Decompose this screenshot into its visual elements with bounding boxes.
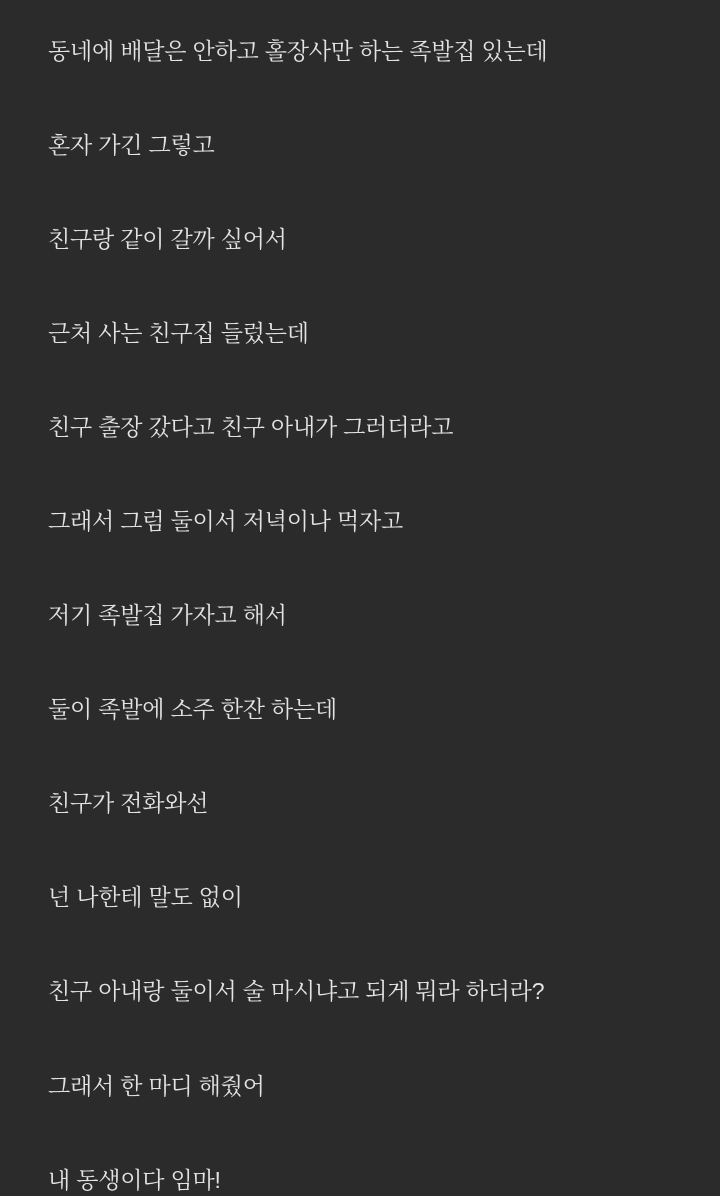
- text-line: 둘이 족발에 소주 한잔 하는데: [48, 696, 337, 723]
- text-line: 근처 사는 친구집 들렀는데: [48, 320, 309, 347]
- text-line: 저기 족발집 가자고 해서: [48, 602, 287, 629]
- text-line: 친구랑 같이 갈까 싶어서: [48, 226, 287, 253]
- text-line: 그래서 그럼 둘이서 저녁이나 먹자고: [48, 508, 404, 535]
- text-line: 동네에 배달은 안하고 홀장사만 하는 족발집 있는데: [48, 38, 548, 64]
- text-line: 친구가 전화와선: [48, 790, 209, 817]
- text-line: 그래서 한 마디 해줬어: [48, 1072, 265, 1099]
- text-line: 내 동생이다 임마!: [48, 1166, 221, 1193]
- text-line: 넌 나한테 말도 없이: [48, 884, 243, 911]
- text-line: 친구 출장 갔다고 친구 아내가 그러더라고: [48, 414, 454, 441]
- text-line: 혼자 가긴 그렇고: [48, 132, 215, 159]
- text-line: 친구 아내랑 둘이서 술 마시냐고 되게 뭐라 하더라?: [48, 978, 545, 1005]
